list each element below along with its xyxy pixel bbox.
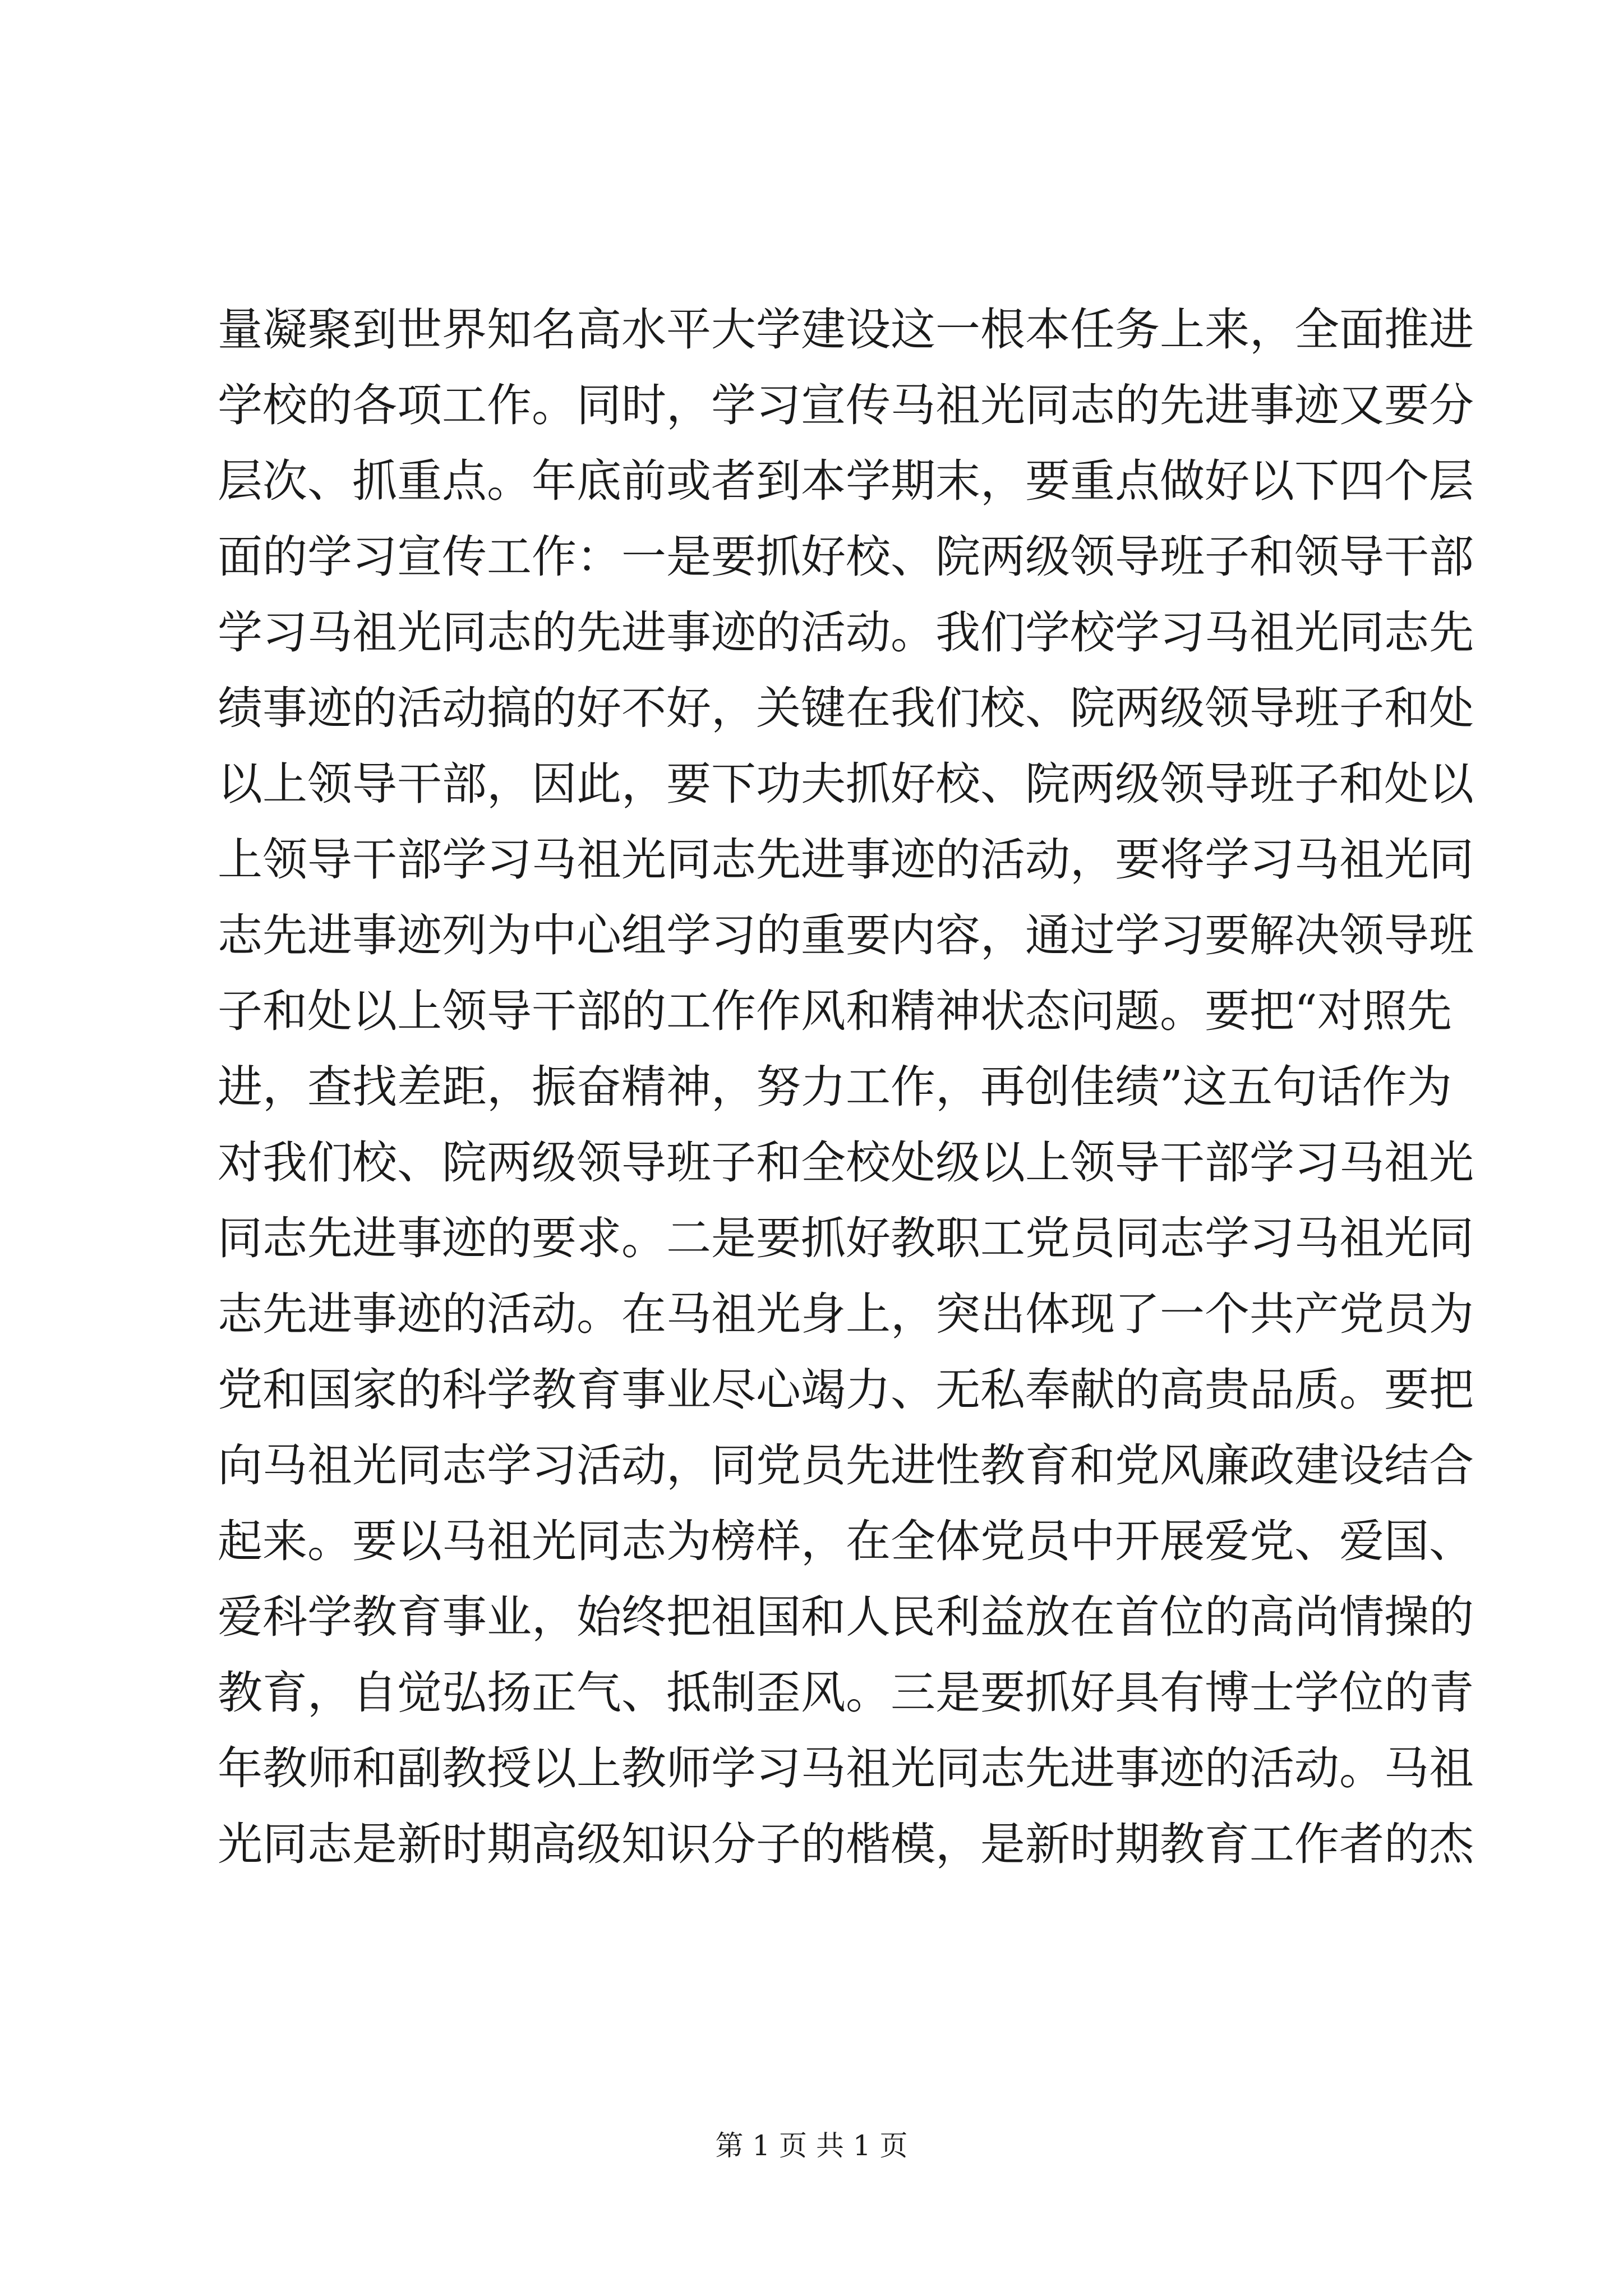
text-line: 对我们校、院两级领导班子和全校处级以上领导干部学习马祖光	[218, 1137, 1474, 1189]
text-line: 子和处以上领导干部的工作作风和精神状态问题。要把“对照先	[218, 985, 1452, 1037]
text-line: 党和国家的科学教育事业尽心竭力、无私奉献的高贵品质。要把	[218, 1364, 1474, 1416]
text-line: 上领导干部学习马祖光同志先进事迹的活动，要将学习马祖光同	[218, 834, 1474, 886]
text-line: 进，查找差距，振奋精神，努力工作，再创佳绩”这五句话作为	[218, 1061, 1452, 1113]
text-line: 面的学习宣传工作：一是要抓好校、院两级领导班子和领导干部	[218, 531, 1474, 583]
text-line: 教育，自觉弘扬正气、抵制歪风。三是要抓好具有博士学位的青	[218, 1667, 1474, 1719]
text-line: 绩事迹的活动搞的好不好，关键在我们校、院两级领导班子和处	[218, 682, 1474, 734]
text-line: 以上领导干部，因此，要下功夫抓好校、院两级领导班子和处以	[218, 758, 1474, 810]
page-footer: 第 1 页 共 1 页	[715, 2129, 908, 2162]
text-line: 爱科学教育事业，始终把祖国和人民利益放在首位的高尚情操的	[218, 1591, 1474, 1643]
text-line: 学校的各项工作。同时，学习宣传马祖光同志的先进事迹又要分	[218, 379, 1474, 431]
body-text	[218, 292, 1474, 1882]
text-line: 同志先进事迹的要求。二是要抓好教职工党员同志学习马祖光同	[218, 1212, 1474, 1264]
text-line: 起来。要以马祖光同志为榜样，在全体党员中开展爱党、爱国、	[218, 1515, 1474, 1567]
text-line: 量凝聚到世界知名高水平大学建设这一根本任务上来，全面推进	[218, 303, 1474, 356]
text-line: 向马祖光同志学习活动，同党员先进性教育和党风廉政建设结合	[218, 1439, 1474, 1492]
text-line: 年教师和副教授以上教师学习马祖光同志先进事迹的活动。马祖	[218, 1742, 1474, 1795]
text-line: 学习马祖光同志的先进事迹的活动。我们学校学习马祖光同志先	[218, 606, 1474, 659]
text-line: 志先进事迹的活动。在马祖光身上，突出体现了一个共产党员为	[218, 1288, 1474, 1340]
text-line: 志先进事迹列为中心组学习的重要内容，通过学习要解决领导班	[218, 909, 1474, 961]
text-line: 层次、抓重点。年底前或者到本学期末，要重点做好以下四个层	[218, 455, 1474, 507]
text-line: 光同志是新时期高级知识分子的楷模，是新时期教育工作者的杰	[218, 1818, 1474, 1870]
